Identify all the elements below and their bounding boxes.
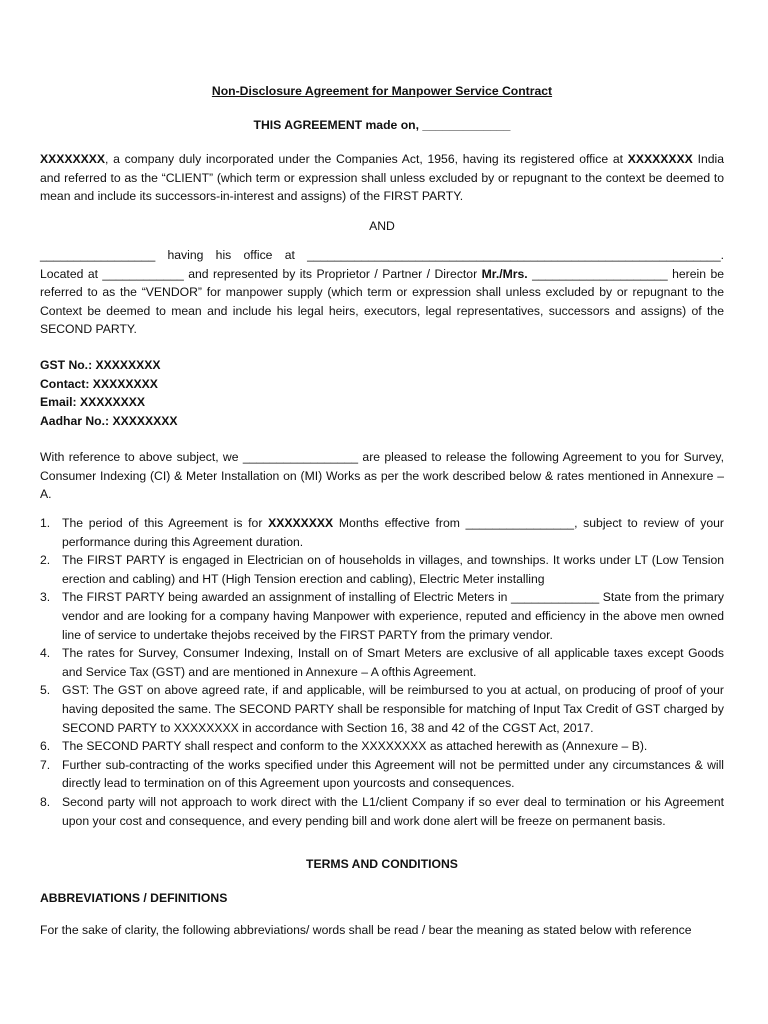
aadhar-number: Aadhar No.: XXXXXXXX: [40, 413, 178, 428]
abbreviations-heading: ABBREVIATIONS / DEFINITIONS: [40, 891, 228, 905]
client-text-2: India and referred to as the “CLIENT” (which term or expression shall unless excluded by or repugnant to the context be deemed to mean and include its successors-in-interest and assigns) of the FIRST PARTY.: [40, 152, 724, 204]
clause-item: 3. The FIRST PARTY being awarded an assignment of installing of Electric Meters in _____________ State from the primary vendor and are looking for a company having Manpower with experience, reputed and efficiency in the above men owned line of service to undertake thejobs received by the FIRST PARTY from the primary vendor.: [40, 590, 724, 642]
client-paragraph: [40, 150, 724, 206]
contact: Contact: XXXXXXXX: [40, 376, 158, 391]
gst-number: GST No.: XXXXXXXX: [40, 358, 161, 372]
clause-item: 5. GST: The GST on above agreed rate, if and applicable, will be reimbursed to you at actual, on producing of proof of your having deposited the same. The SECOND PARTY shall be responsible for matching of Input Tax Credit of GST charged by SECOND PARTY to XXXXXXXX in accordance with Section 16, 38 and 42 of the CGST Act, 2017.: [40, 683, 724, 735]
clause-item: 1. The period of this Agreement is for XXXXXXXX Months effective from ________________, subject to review of your performance during this Agreement duration.: [40, 516, 724, 549]
vendor-info-block: [40, 356, 177, 430]
clause-item: 7. Further sub-contracting of the works specified under this Agreement will not be permitted under any circumstances & will directly lead to termination on of this Agreement upon yourcosts and consequences.: [40, 757, 724, 791]
email: Email: XXXXXXXX: [40, 395, 145, 410]
clause-item: 8. Second party will not approach to work direct with the L1/client Company if so ever deal to termination or his Agreement upon your cost and consequence, and every pending bill and work done alert will be freeze on permanent basis.: [40, 794, 724, 828]
document-title: Non-Disclosure Agreement for Manpower Service Contract: [211, 84, 553, 98]
vendor-text-2: ____________________ herein be referred to as the “VENDOR” for manpower supply (which term or expression shall unless excluded by or repugnant to the Context be deemed to mean and include his legal heirs, executors, legal representatives, successors and assigns) of the SECOND PARTY.: [40, 266, 724, 337]
clause-item: 2. The FIRST PARTY is engaged in Electrician on of households in villages, and townships. It works under LT (Low Tension erection and cabling) and HT (High Tension erection and cabling), Electric Meter installing: [40, 553, 724, 586]
client-office: XXXXXXXX: [627, 152, 693, 166]
client-name: XXXXXXXX: [40, 152, 106, 166]
vendor-paragraph: [40, 246, 724, 339]
reference-paragraph: With reference to above subject, we _________________ are pleased to release the following Agreement to you for Survey, Consumer Indexing (CI) & Meter Installation on (MI) Works as per the work described below & rates mentioned in Annexure – A.: [40, 450, 724, 502]
agreement-clauses: [40, 514, 724, 830]
and-label: AND: [369, 219, 395, 233]
terms-heading: TERMS AND CONDITIONS: [306, 857, 458, 871]
vendor-mr: Mr./Mrs.: [481, 266, 528, 281]
vendor-text-1: Located at ____________ and represented by its Proprietor / Partner / Director: [40, 266, 482, 281]
agreement-made-on: THIS AGREEMENT made on, _____________: [253, 118, 511, 132]
clarity-paragraph: For the sake of clarity, the following abbreviations/ words shall be read / bear the meaning as stated below with reference: [40, 923, 692, 937]
clause-item: 6. The SECOND PARTY shall respect and conform to the XXXXXXXX as attached herewith as (Annexure – B).: [40, 739, 648, 754]
clause-item: 4. The rates for Survey, Consumer Indexing, Install on of Smart Meters are exclusive of all applicable taxes except Goods and Service Tax (GST) and are mentioned in Annexure – A ofthis Agreement.: [40, 646, 724, 679]
client-text-1: , a company duly incorporated under the Companies Act, 1956, having its registered office at: [105, 152, 628, 166]
vendor-line-1: _________________ having his office at _____________________________________________________________.: [40, 248, 724, 262]
